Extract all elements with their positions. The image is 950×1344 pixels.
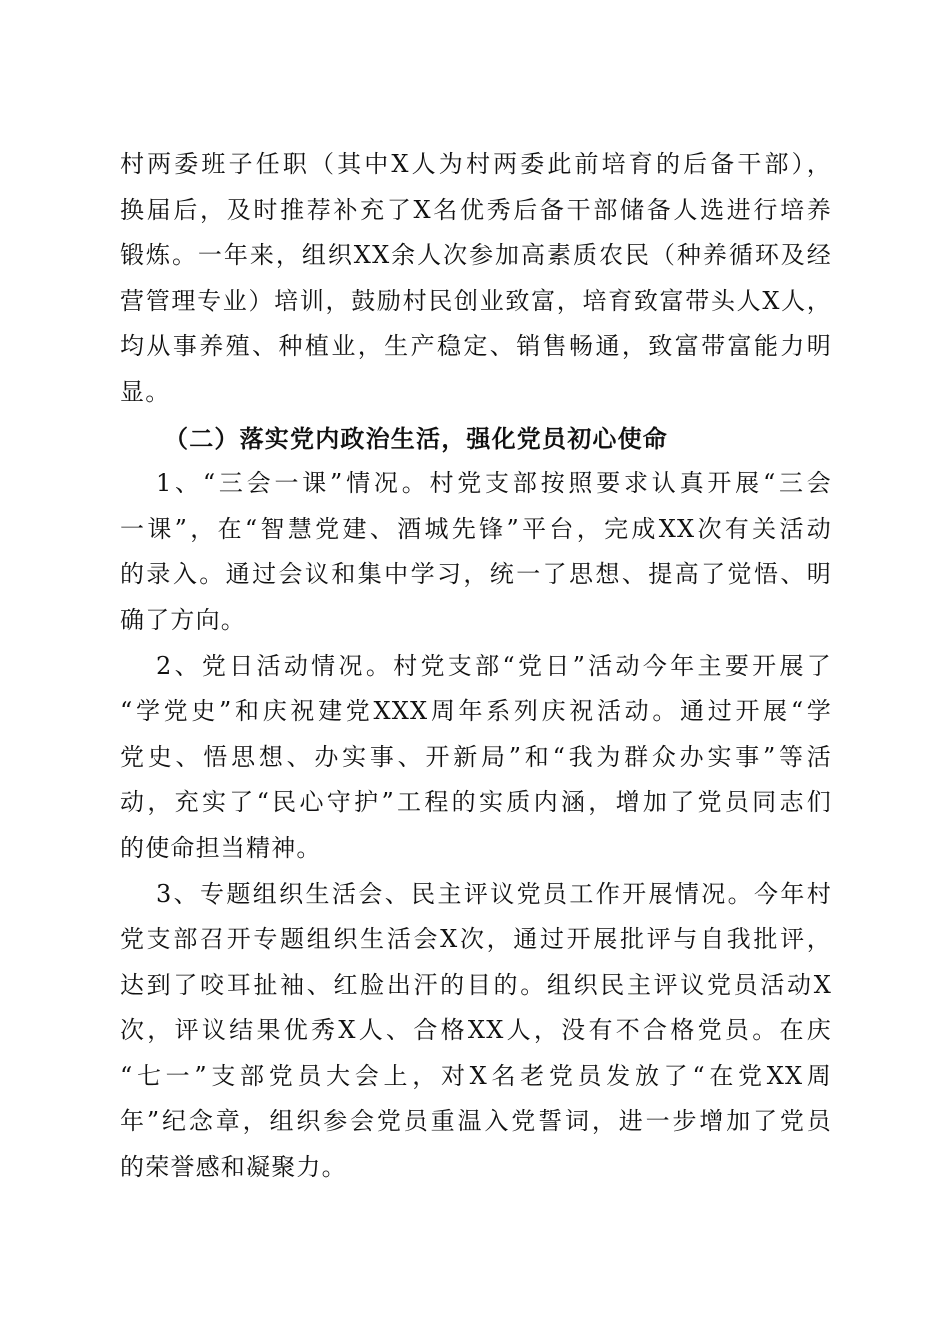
paragraph-line: 3、专题组织生活会、民主评议党员工作开展情况。今年村 [156,879,832,908]
paragraph-line: 换届后，及时推荐补充了X名优秀后备干部储备人选进行培养 [120,195,832,224]
document-body [120,142,832,1191]
paragraph-line: 的荣誉感和凝聚力。 [120,1153,347,1182]
paragraph-line: 年”纪念章，组织参会党员重温入党誓词，进一步增加了党员 [120,1107,832,1136]
paragraph-line: 显。 [120,377,171,406]
paragraph-line: 一课”，在“智慧党建、酒城先锋”平台，完成XX次有关活动 [120,514,832,543]
paragraph-line: 次，评议结果优秀X人、合格XX人，没有不合格党员。在庆 [120,1016,832,1045]
paragraph-line: 确了方向。 [120,605,246,634]
paragraph-line: 村两委班子任职（其中X人为村两委此前培育的后备干部）， [120,150,832,178]
paragraph-line: 均从事养殖、种植业，生产稳定、销售畅通，致富带富能力明 [120,332,832,361]
paragraph-line: “七一”支部党员大会上，对X名老党员发放了“在党XX周 [120,1061,832,1090]
paragraph-line: 营管理专业）培训，鼓励村民创业致富，培育致富带头人X人， [120,286,832,315]
section-heading: （二）落实党内政治生活，强化党员初心使命 [164,423,668,453]
paragraph-line: 1、“三会一课”情况。村党支部按照要求认真开展“三会 [156,469,832,498]
paragraph-line: 锻炼。一年来，组织XX余人次参加高素质农民（种养循环及经 [120,241,832,270]
paragraph-line: 动，充实了“民心守护”工程的实质内涵，增加了党员同志们 [120,788,832,817]
paragraph-line: 2、党日活动情况。村党支部“党日”活动今年主要开展了 [156,651,832,680]
paragraph-line: 党史、悟思想、办实事、开新局”和“我为群众办实事”等活 [120,742,832,771]
paragraph-line: 的使命担当精神。 [120,833,322,862]
paragraph-line: 达到了咬耳扯袖、红脸出汗的目的。组织民主评议党员活动X [120,970,832,999]
paragraph-line: 党支部召开专题组织生活会X次，通过开展批评与自我批评， [120,925,832,954]
paragraph-line: “学党史”和庆祝建党XXX周年系列庆祝活动。通过开展“学 [120,697,832,726]
paragraph-line: 的录入。通过会议和集中学习，统一了思想、提高了觉悟、明 [120,560,832,589]
